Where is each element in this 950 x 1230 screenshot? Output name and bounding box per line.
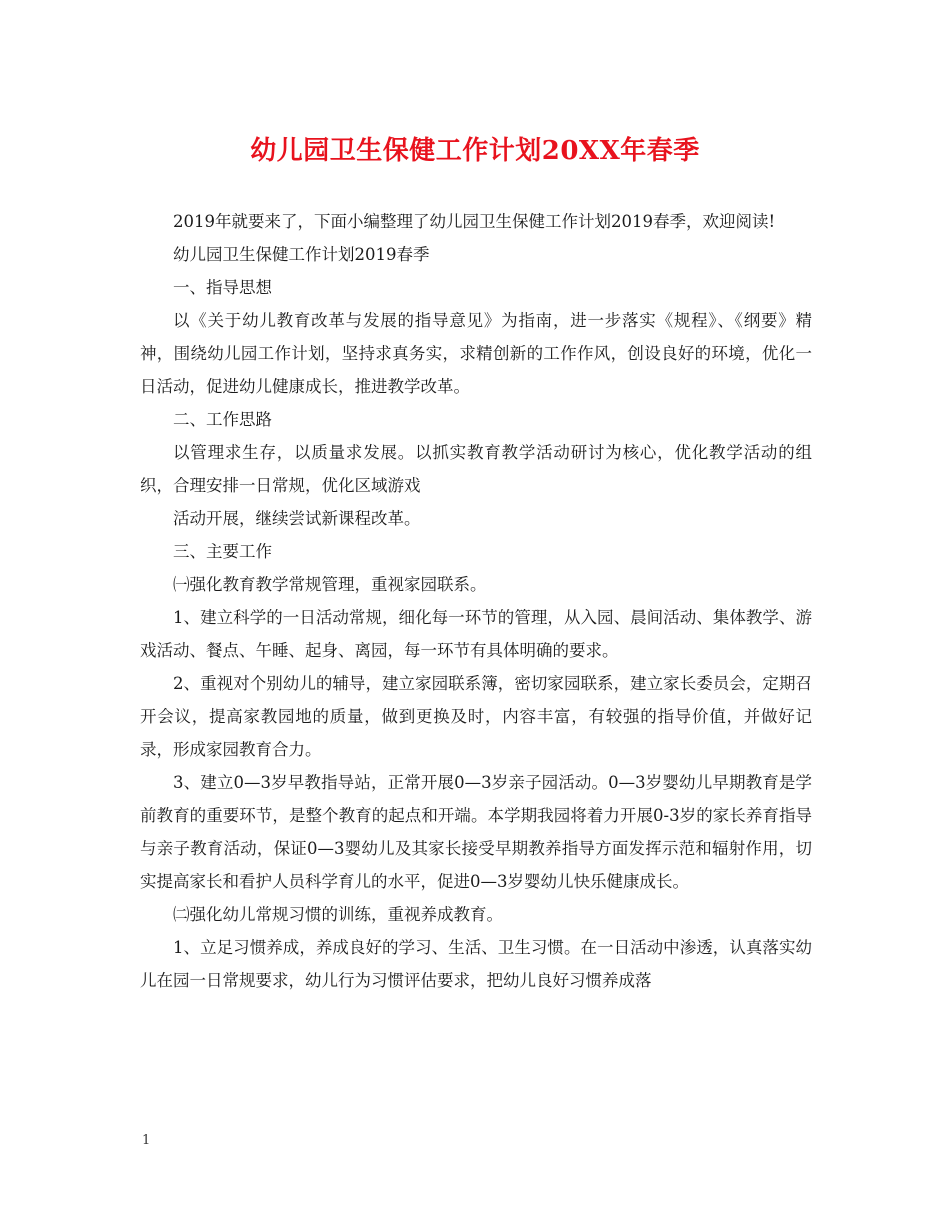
- subheading-habit-training: ㈡强化幼儿常规习惯的训练，重视养成教育。: [173, 905, 503, 924]
- paragraph-guiding-ideology: 以《关于幼儿教育改革与发展的指导意见》为指南，进一步落实《规程》、《纲要》精神，围绕幼儿园工作计划，坚持求真务实，求精创新的工作作风，创设良好的环境，优化一日活动，促进幼儿健康成长，推进教学改革。: [140, 311, 812, 396]
- paragraph-item-1: 1、建立科学的一日活动常规，细化每一环节的管理，从入园、晨间活动、集体教学、游戏活动、餐点、午睡、起身、离园，每一环节有具体明确的要求。: [140, 608, 812, 660]
- document-title: 幼儿园卫生保健工作计划20XX年春季: [250, 136, 700, 166]
- paragraph-subtitle: 幼儿园卫生保健工作计划2019春季: [173, 245, 430, 264]
- page-number: 1: [142, 1133, 151, 1148]
- paragraph-item-2: 2、重视对个别幼儿的辅导，建立家园联系簿，密切家园联系，建立家长委员会，定期召开会议，提高家教园地的质量，做到更换及时，内容丰富，有较强的指导价值，并做好记录，形成家园教育合力。: [140, 674, 812, 759]
- heading-work-approach: 二、工作思路: [173, 410, 272, 429]
- paragraph-item-3: 3、建立0—3岁早教指导站，正常开展0—3岁亲子园活动。0—3岁婴幼儿早期教育是学前教育的重要环节，是整个教育的起点和开端。本学期我园将着力开展0-3岁的家长养育指导与亲子教育活动，保证0—3婴幼儿及其家长接受早期教养指导方面发挥示范和辐射作用，切实提高家长和看护人员科学育儿的水平，促进0—3岁婴幼儿快乐健康成长。: [140, 773, 812, 891]
- heading-main-work: 三、主要工作: [173, 542, 272, 561]
- subheading-teaching-management: ㈠强化教育教学常规管理，重视家园联系。: [173, 575, 487, 594]
- heading-guiding-ideology: 一、指导思想: [173, 278, 272, 297]
- paragraph-habit-item-1: 1、立足习惯养成，养成良好的学习、生活、卫生习惯。在一日活动中渗透，认真落实幼儿在园一日常规要求，幼儿行为习惯评估要求，把幼儿良好习惯养成落: [140, 938, 812, 990]
- paragraph-intro: 2019年就要来了，下面小编整理了幼儿园卫生保健工作计划2019春季，欢迎阅读!: [173, 212, 776, 231]
- paragraph-work-approach: 以管理求生存，以质量求发展。以抓实教育教学活动研讨为核心，优化教学活动的组织，合理安排一日常规，优化区域游戏: [140, 443, 812, 495]
- document-body: [140, 205, 812, 997]
- paragraph-work-approach-cont: 活动开展，继续尝试新课程改革。: [173, 509, 421, 528]
